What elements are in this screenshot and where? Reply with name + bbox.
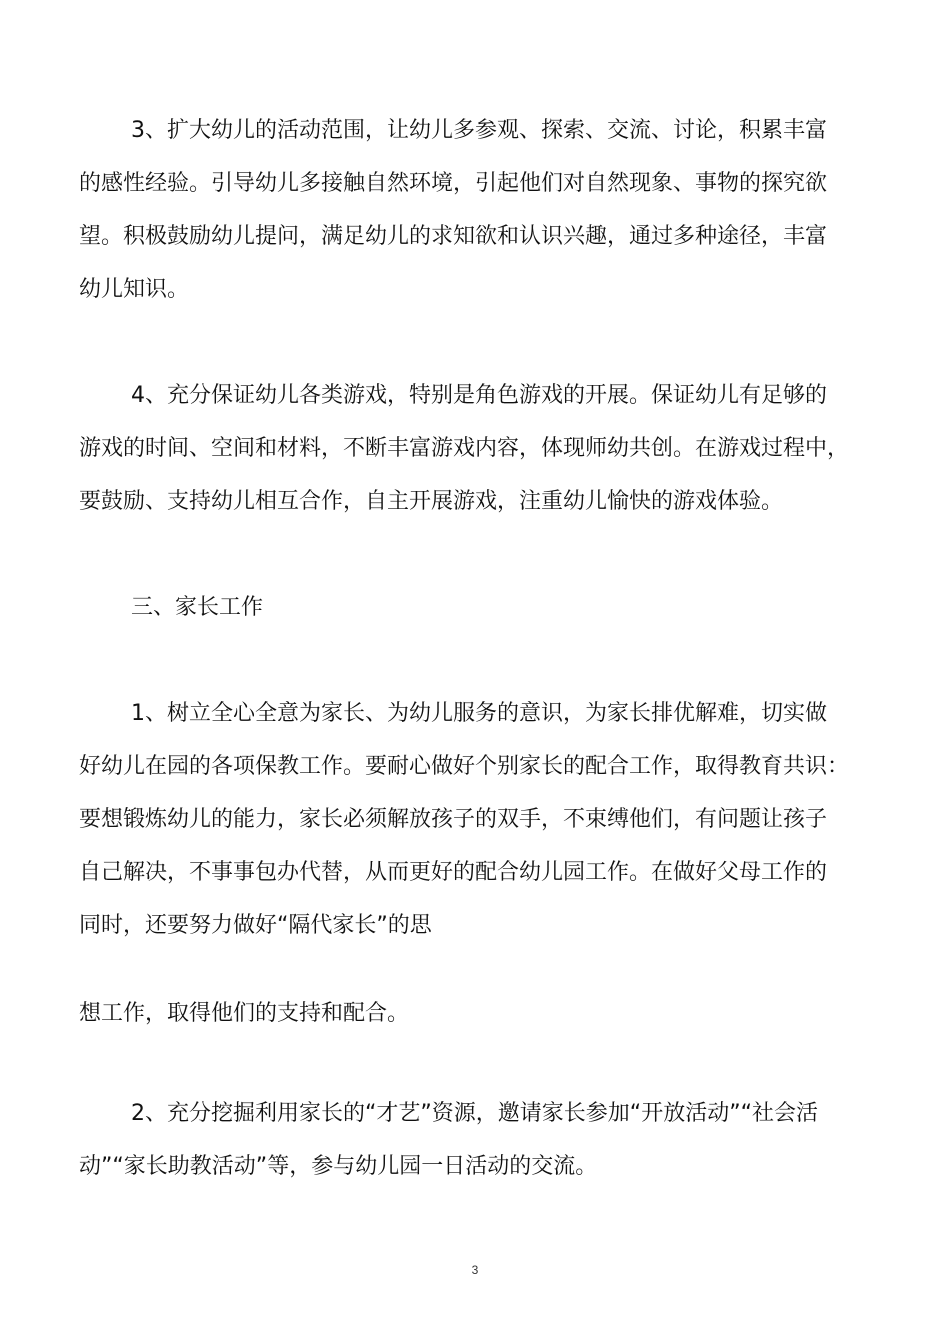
paragraph-line: 要想锻炼幼儿的能力，家长必须解放孩子的双手，不束缚他们，有问题让孩子	[79, 807, 828, 832]
section-heading	[79, 581, 891, 634]
paragraph-line: 要鼓励、支持幼儿相互合作，自主开展游戏，注重幼儿愉快的游戏体验。	[79, 489, 784, 514]
paragraph-line: 4、充分保证幼儿各类游戏，特别是角色游戏的开展。保证幼儿有足够的	[131, 383, 827, 408]
parent-item-1-continuation	[79, 987, 891, 1040]
parent-item-1	[79, 687, 891, 952]
paragraph-item-3	[79, 104, 891, 316]
section-heading-text: 三、家长工作	[131, 595, 264, 620]
parent-item-2	[79, 1087, 891, 1193]
paragraph-line: 2、充分挖掘利用家长的“才艺”资源，邀请家长参加“开放活动”“社会活	[131, 1101, 818, 1126]
paragraph-line: 的感性经验。引导幼儿多接触自然环境，引起他们对自然现象、事物的探究欲	[79, 171, 828, 196]
paragraph-line: 好幼儿在园的各项保教工作。要耐心做好个别家长的配合工作，取得教育共识：	[79, 754, 850, 779]
paragraph-line: 望。积极鼓励幼儿提问，满足幼儿的求知欲和认识兴趣，通过多种途径，丰富	[79, 224, 828, 249]
paragraph-item-4	[79, 369, 891, 528]
paragraph-line: 想工作，取得他们的支持和配合。	[79, 1001, 410, 1026]
paragraph-line: 游戏的时间、空间和材料，不断丰富游戏内容，体现师幼共创。在游戏过程中，	[79, 436, 850, 461]
paragraph-line: 同时，还要努力做好“隔代家长”的思	[79, 913, 432, 938]
paragraph-line: 动”“家长助教活动”等，参与幼儿园一日活动的交流。	[79, 1154, 598, 1179]
paragraph-line: 3、扩大幼儿的活动范围，让幼儿多参观、探索、交流、讨论，积累丰富	[131, 118, 827, 143]
paragraph-line: 自己解决，不事事包办代替，从而更好的配合幼儿园工作。在做好父母工作的	[79, 860, 828, 885]
page-number: 3	[471, 1263, 479, 1277]
paragraph-line: 幼儿知识。	[79, 277, 190, 302]
paragraph-line: 1、树立全心全意为家长、为幼儿服务的意识，为家长排优解难，切实做	[131, 701, 827, 726]
